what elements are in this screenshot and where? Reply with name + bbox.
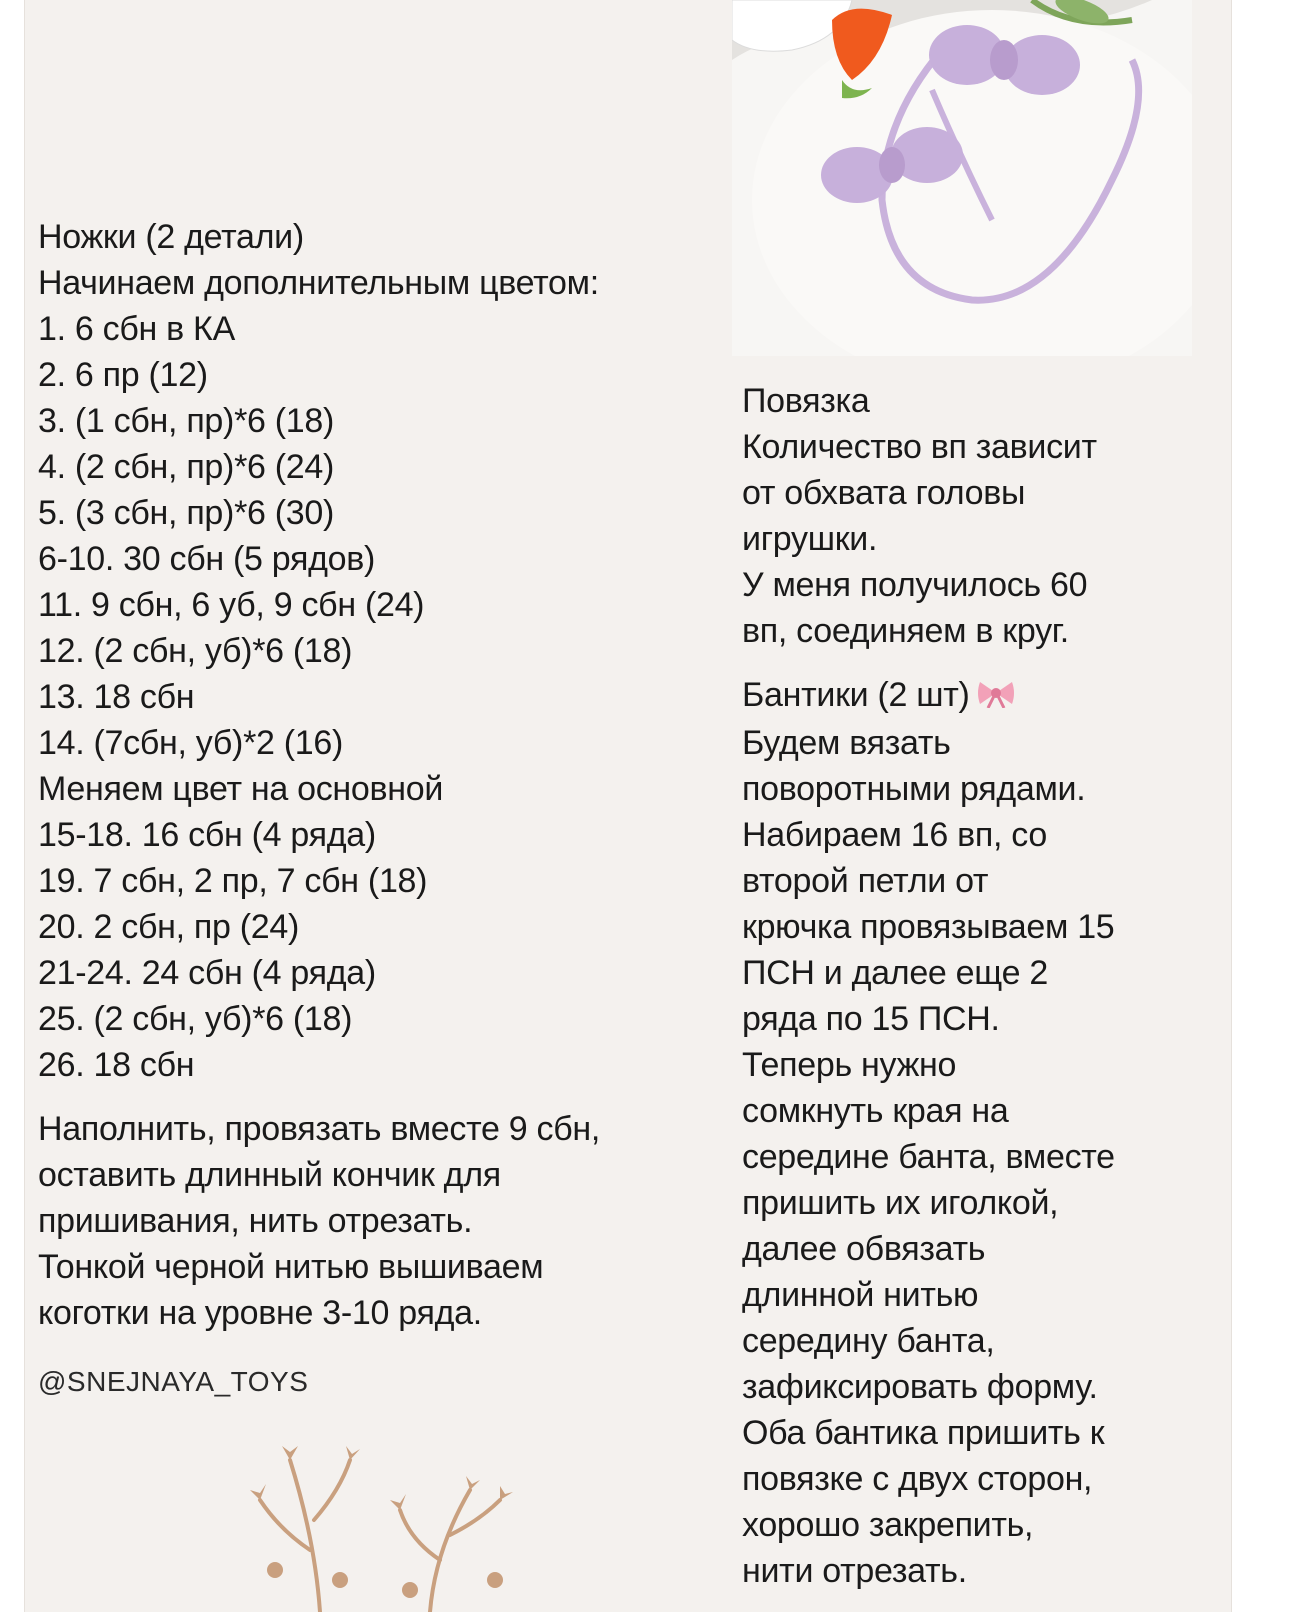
band-line: игрушки. (742, 520, 878, 558)
pattern-line: 1. 6 сбн в КА (38, 310, 235, 348)
finish-instructions (38, 1106, 678, 1336)
bows-line: ряда по 15 ПСН. (742, 1000, 1000, 1039)
bows-line: далее обвязать (742, 1230, 986, 1269)
pattern-line: 11. 9 сбн, 6 уб, 9 сбн (24) (38, 586, 425, 624)
author-credit: @SNEJNAYA_TOYS (38, 1366, 309, 1397)
bows-line: поворотными рядами. (742, 770, 1086, 809)
bows-line: крючка провязываем 15 (742, 908, 1115, 947)
bows-line: повязке с двух сторон, (742, 1460, 1093, 1499)
finish-line: оставить длинный кончик для (38, 1156, 501, 1194)
bows-line: хорошо закрепить, (742, 1506, 1034, 1545)
band-line: Повязка (742, 382, 870, 420)
pattern-line: 14. (7сбн, уб)*2 (16) (38, 724, 344, 762)
bow-emoji-icon (976, 674, 1016, 720)
bows-title: Бантики (2 шт) (742, 676, 970, 714)
pattern-line: 26. 18 сбн (38, 1046, 195, 1084)
bows-line: Оба бантика пришить к (742, 1414, 1105, 1453)
band-line: вп, соединяем в круг. (742, 612, 1069, 650)
pattern-line: 5. (3 сбн, пр)*6 (30) (38, 494, 335, 532)
finish-line: Тонкой черной нитью вышиваем (38, 1248, 544, 1286)
finish-line: коготки на уровне 3-10 ряда. (38, 1294, 482, 1332)
bows-line: нити отрезать. (742, 1552, 967, 1591)
bows-line: середину банта, (742, 1322, 995, 1361)
band-line: У меня получилось 60 (742, 566, 1088, 604)
crochet-photo (732, 0, 1192, 356)
pattern-line: 12. (2 сбн, уб)*6 (18) (38, 632, 353, 670)
pattern-line: 25. (2 сбн, уб)*6 (18) (38, 1000, 353, 1038)
pattern-line: 4. (2 сбн, пр)*6 (24) (38, 448, 335, 486)
pattern-line: 15-18. 16 сбн (4 ряда) (38, 816, 376, 854)
bows-section (742, 672, 1212, 1594)
pattern-line: 20. 2 сбн, пр (24) (38, 908, 300, 946)
crochet-bows-illustration (732, 0, 1192, 356)
band-line: от обхвата головы (742, 474, 1026, 512)
finish-line: Наполнить, провязать вместе 9 сбн, (38, 1110, 600, 1148)
bows-line: середине банта, вместе (742, 1138, 1115, 1177)
pattern-line: Меняем цвет на основной (38, 770, 444, 808)
pattern-line: Ножки (2 детали) (38, 218, 304, 256)
legs-pattern-section (38, 214, 678, 1398)
bows-line: Набираем 16 вп, со (742, 816, 1047, 855)
pattern-line: 6-10. 30 сбн (5 рядов) (38, 540, 376, 578)
bows-line: Теперь нужно (742, 1046, 957, 1085)
headband-section (742, 378, 1212, 1594)
bows-line: второй петли от (742, 862, 989, 901)
bows-title-row (742, 672, 1212, 720)
bows-line: Будем вязать (742, 724, 951, 763)
finish-line: пришивания, нить отрезать. (38, 1202, 473, 1240)
branch-decoration-icon (230, 1440, 530, 1617)
bows-line: ПСН и далее еще 2 (742, 954, 1048, 993)
bows-line: зафиксировать форму. (742, 1368, 1098, 1407)
bows-line: пришить их иголкой, (742, 1184, 1059, 1223)
pattern-line: 13. 18 сбн (38, 678, 195, 716)
pattern-line: Начинаем дополнительным цветом: (38, 264, 599, 302)
band-line: Количество вп зависит (742, 428, 1097, 466)
bows-line: длинной нитью (742, 1276, 979, 1315)
pattern-line: 19. 7 сбн, 2 пр, 7 сбн (18) (38, 862, 428, 900)
pattern-line: 2. 6 пр (12) (38, 356, 208, 394)
pattern-line: 21-24. 24 сбн (4 ряда) (38, 954, 376, 992)
bows-line: сомкнуть края на (742, 1092, 1009, 1131)
pattern-line: 3. (1 сбн, пр)*6 (18) (38, 402, 335, 440)
